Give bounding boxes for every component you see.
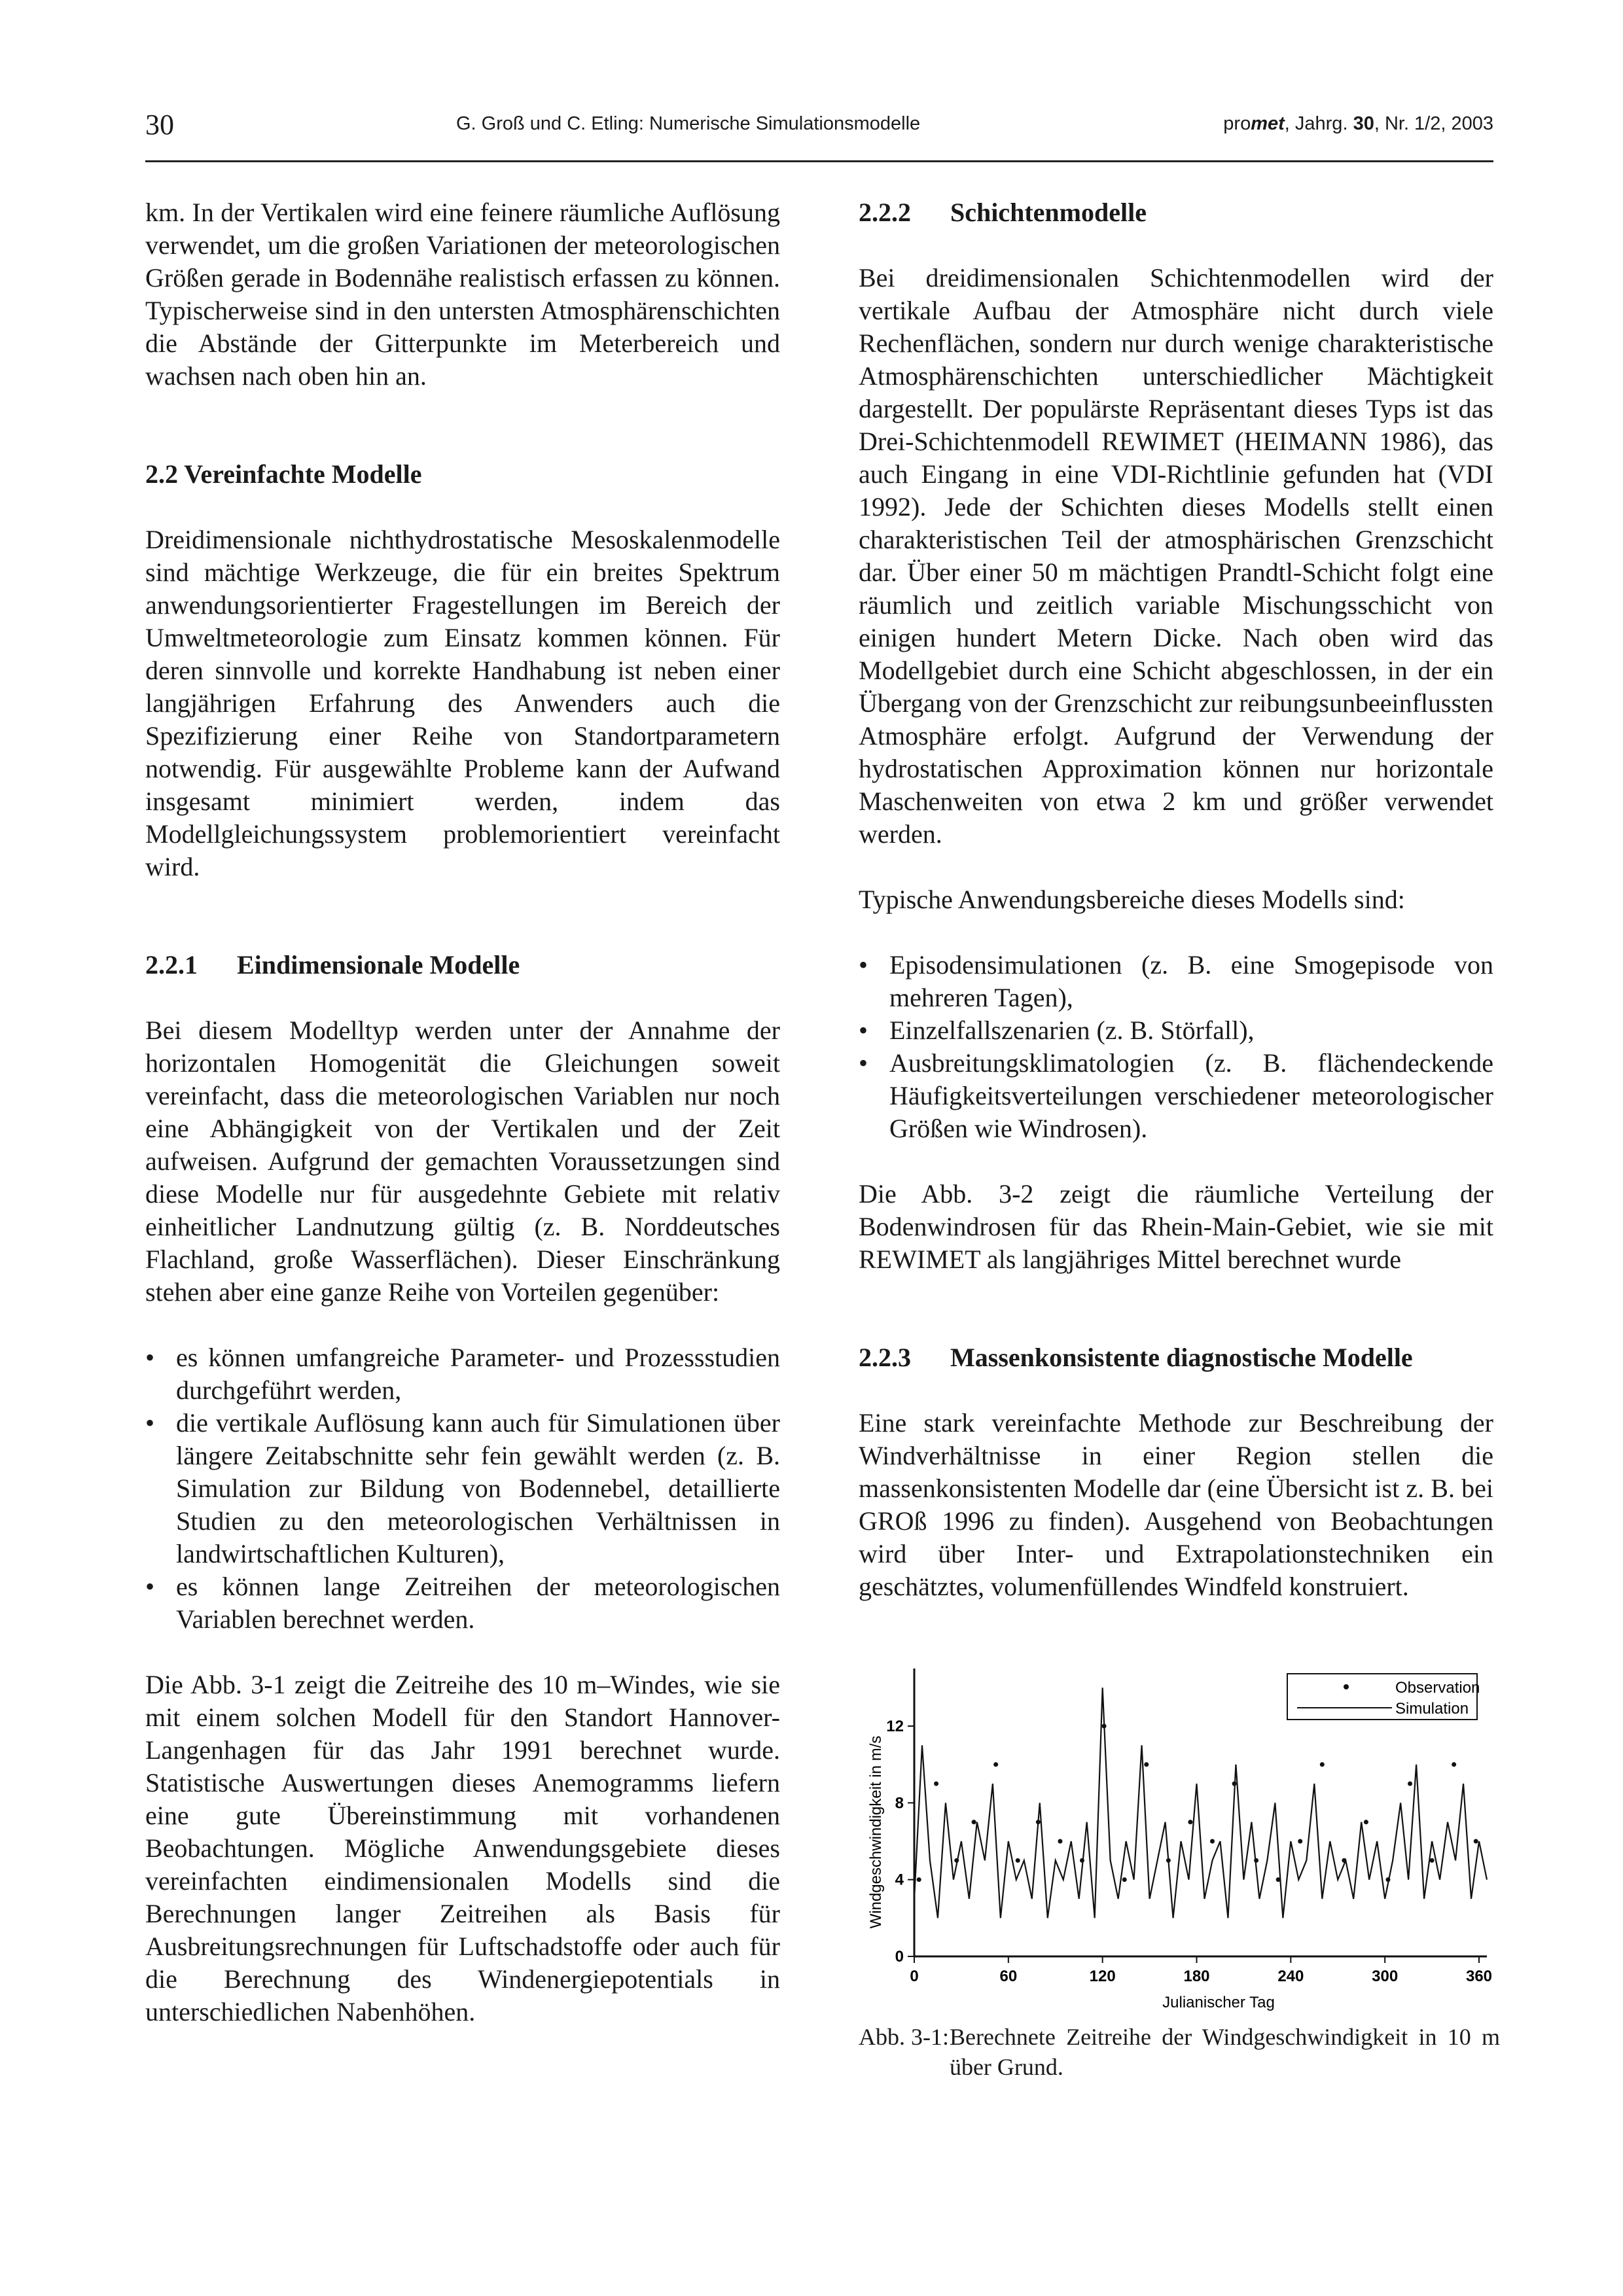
journal-volume: 30: [1353, 113, 1374, 134]
paragraph-2-2-1: Bei diesem Modelltyp werden unter der Annahme der horizontalen Homogenität die Gleichungen soweit vereinfacht, dass die meteorologischen Variablen nur noch eine Abhängigkeit von der Vertikalen und der Zeit aufweisen. Aufgrund der gemachten Voraussetzungen sind diese Modelle nur für ausgedehnte Gebiete mit relativ einheitlicher Landnutzung gültig (z. B. Norddeutsches Flachland, große Wasserflächen). Dieser Einschränkung stehen aber eine ganze Reihe von Vorteilen gegenüber:: [145, 1016, 780, 1307]
y-tick-label: 0: [895, 1948, 904, 1966]
journal-issue: , Nr. 1/2, 2003: [1374, 113, 1493, 134]
observation-point: [1408, 1782, 1412, 1786]
paragraph-2-2: Dreidimensionale nichthydrostatische Mesoskalenmodelle sind mächtige Werkzeuge, die für ein breites Spektrum anwendungsorientierter Fragestellungen im Bereich der Umweltmeteorologie zum Einsatz kommen können. Für deren sinnvolle und korrekte Handhabung ist neben einer langjährigen Erfahrung des Anwenders auch die Spezifizierung einer Reihe von Standortparametern notwendig. Für ausgewählte Probleme kann der Aufwand insgesamt minimiert werden, indem das Modellgleichungssystem problemorientiert vereinfacht wird.: [145, 525, 780, 881]
y-axis-label: Windgeschwindigkeit in m/s: [867, 1735, 885, 1929]
observation-point: [1232, 1782, 1237, 1786]
chart-ticks: [886, 1718, 1492, 1985]
observation-point: [1276, 1877, 1281, 1882]
heading-title: Schichtenmodelle: [950, 198, 1147, 227]
typical-intro: Typische Anwendungsbereiche dieses Modells sind:: [859, 885, 1405, 914]
observation-point: [1342, 1858, 1346, 1863]
observation-point: [1210, 1839, 1215, 1844]
list-item: • es können umfangreiche Parameter- und Prozessstudien durchgeführt werden,: [145, 1341, 780, 1407]
heading-2-2-1: [145, 949, 780, 981]
running-title: G. Groß und C. Etling: Numerische Simulationsmodelle: [456, 113, 921, 134]
observation-point: [972, 1820, 976, 1824]
observation-point: [1320, 1762, 1325, 1767]
observation-point: [934, 1782, 938, 1786]
heading-title: Massenkonsistente diagnostische Modelle: [950, 1343, 1413, 1372]
observation-point: [1474, 1839, 1478, 1844]
heading-number: 2.2.1: [145, 950, 198, 980]
wind-speed-chart: [859, 1649, 1513, 2015]
observation-point: [1102, 1724, 1107, 1729]
observation-point: [1430, 1858, 1435, 1863]
x-tick-label: 300: [1372, 1968, 1399, 1985]
y-tick-label: 4: [895, 1871, 904, 1889]
observation-point: [1080, 1858, 1084, 1863]
heading-number: 2.2.3: [859, 1343, 911, 1372]
heading-number: 2.2.2: [859, 198, 911, 227]
observation-point: [1385, 1877, 1390, 1882]
y-tick-label: 12: [886, 1718, 904, 1735]
list-item: • es können lange Zeitreihen der meteorologischen Variablen berechnet werden.: [145, 1570, 780, 1636]
abb-3-2-paragraph: Die Abb. 3-2 zeigt die räumliche Verteilung der Bodenwindrosen für das Rhein-Main-Gebiet, wie sie mit REWIMET als langjähriges Mittel berechnet wurde: [859, 1179, 1493, 1274]
observation-point: [1144, 1762, 1149, 1767]
caption-label: Abb. 3-1:: [859, 2024, 949, 2050]
observation-point: [1166, 1858, 1171, 1863]
x-tick-label: 0: [910, 1968, 919, 1985]
paragraph-2-2-2: Bei dreidimensionalen Schichtenmodellen wird der vertikale Aufbau der Atmosphäre nicht durch viele Rechenflächen, sondern nur durch wenige charakteristische Atmosphärenschichten unterschiedlicher Mächtigkeit dargestellt. Der populärste Repräsentant dieses Typs ist das Drei-Schichtenmodell REWIMET (HEIMANN 1986), das auch Eingang in eine VDI-Richtlinie gefunden hat (VDI 1992). Jede der Schichten dieses Modells stellt einen charakteristischen Teil der atmosphärischen Grenzschicht dar. Über einer 50 m mächtigen Prandtl-Schicht folgt eine räumlich und zeitlich variable Mischungsschicht von einigen hundert Metern Dicke. Nach oben wird das Modellgebiet durch eine Schicht abgeschlossen, in der ein Übergang von der Grenzschicht zur reibungsunbeeinflussten Atmosphäre erfolgt. Aufgrund der Verwendung der hydrostatischen Approximation können nur horizontale Maschenweiten von etwa 2 km und größer verwendet werden.: [859, 263, 1493, 849]
closing-paragraph: Die Abb. 3-1 zeigt die Zeitreihe des 10 m–Windes, wie sie mit einem solchen Modell für den Standort Hannover-Langenhagen für das Jahr 1991 berechnet wurde. Statistische Auswertungen dieses Anemogramms liefern eine gute Übereinstimmung mit vorhandenen Beobachtungen. Mögliche Anwendungsgebiete dieses vereinfachten eindimensionalen Modells sind die Berechnungen langer Zeitreihen als Basis für Ausbreitungsrechnungen für Luftschadstoffe oder auch für die Berechnung des Windenergiepotentials in unterschiedlichen Nabenhöhen.: [145, 1670, 780, 2026]
observation-point: [1188, 1820, 1192, 1824]
observation-point: [917, 1877, 921, 1882]
list-item: • die vertikale Auflösung kann auch für Simulationen über längere Zeitabschnitte sehr fein gewählt werden (z. B. Simulation zur Bildung von Bodennebel, detaillierte Studien zu den meteorologischen Verhältnissen in landwirtschaftlichen Kulturen),: [145, 1407, 780, 1570]
heading-2-2-3: [859, 1341, 1493, 1374]
observation-point: [1036, 1820, 1041, 1824]
advantages-list: [145, 1341, 780, 1636]
x-axis-label: Julianischer Tag: [1162, 1994, 1275, 2011]
chart-legend: [1287, 1674, 1480, 1720]
journal-name: met: [1251, 113, 1285, 134]
left-column: [145, 196, 780, 2028]
figure-caption: [859, 2022, 1500, 2082]
y-tick-label: 8: [895, 1794, 904, 1812]
observation-point: [993, 1762, 998, 1767]
journal-mid: , Jahrg.: [1284, 113, 1353, 134]
x-tick-label: 180: [1183, 1968, 1210, 1985]
x-tick-label: 360: [1465, 1968, 1493, 1985]
heading-title: Eindimensionale Modelle: [237, 950, 520, 980]
applications-list: [859, 949, 1493, 1145]
right-column: [859, 196, 1493, 1603]
journal-prefix: pro: [1223, 113, 1251, 134]
paragraph-2-2-3: Eine stark vereinfachte Methode zur Beschreibung der Windverhältnisse in einer Region stellen die massenkonsistenten Modelle dar (eine Übersicht ist z. B. bei GROß 1996 zu finden). Ausgehend von Beobachtungen wird über Inter- und Extrapolationstechniken ein geschätztes, volumenfüllendes Windfeld konstruiert.: [859, 1408, 1493, 1601]
observation-point: [1298, 1839, 1302, 1844]
observation-point: [1016, 1858, 1020, 1863]
list-item: • Ausbreitungsklimatologien (z. B. flächendeckende Häufigkeitsverteilungen verschiedener meteorologischer Größen wie Windrosen).: [859, 1047, 1493, 1145]
legend-observation-label: Observation: [1395, 1679, 1480, 1697]
x-tick-label: 60: [999, 1968, 1018, 1985]
simulation-series: [914, 1687, 1487, 1918]
observation-point: [954, 1858, 959, 1863]
observation-point: [1452, 1762, 1456, 1767]
list-item: • Einzelfallszenarien (z. B. Störfall),: [859, 1014, 1493, 1047]
journal-citation: [1223, 113, 1493, 135]
x-tick-label: 120: [1089, 1968, 1116, 1985]
intro-paragraph: km. In der Vertikalen wird eine feinere räumliche Auflösung verwendet, um die großen Variationen der meteorologischen Größen gerade in Bodennähe realistisch erfassen zu können. Typischerweise sind in den untersten Atmosphärenschichten die Abstände der Gitterpunkte im Meterbereich und wachsen nach oben hin an.: [145, 198, 780, 391]
simulation-line: [914, 1687, 1487, 1918]
observation-point: [1364, 1820, 1368, 1824]
observation-point: [1254, 1858, 1258, 1863]
legend-observation-marker: [1344, 1684, 1349, 1689]
list-item: • Episodensimulationen (z. B. eine Smogepisode von mehreren Tagen),: [859, 949, 1493, 1014]
heading-2-2-2: [859, 196, 1493, 229]
x-tick-label: 240: [1277, 1968, 1304, 1985]
page-number: 30: [145, 109, 174, 141]
observation-point: [1122, 1877, 1127, 1882]
observation-point: [1058, 1839, 1062, 1844]
caption-text: Berechnete Zeitreihe der Windgeschwindigkeit in 10 m über Grund.: [949, 2024, 1500, 2080]
legend-simulation-label: Simulation: [1395, 1700, 1469, 1718]
page-header: [145, 108, 1493, 162]
heading-2-2: 2.2 Vereinfachte Modelle: [145, 459, 422, 489]
